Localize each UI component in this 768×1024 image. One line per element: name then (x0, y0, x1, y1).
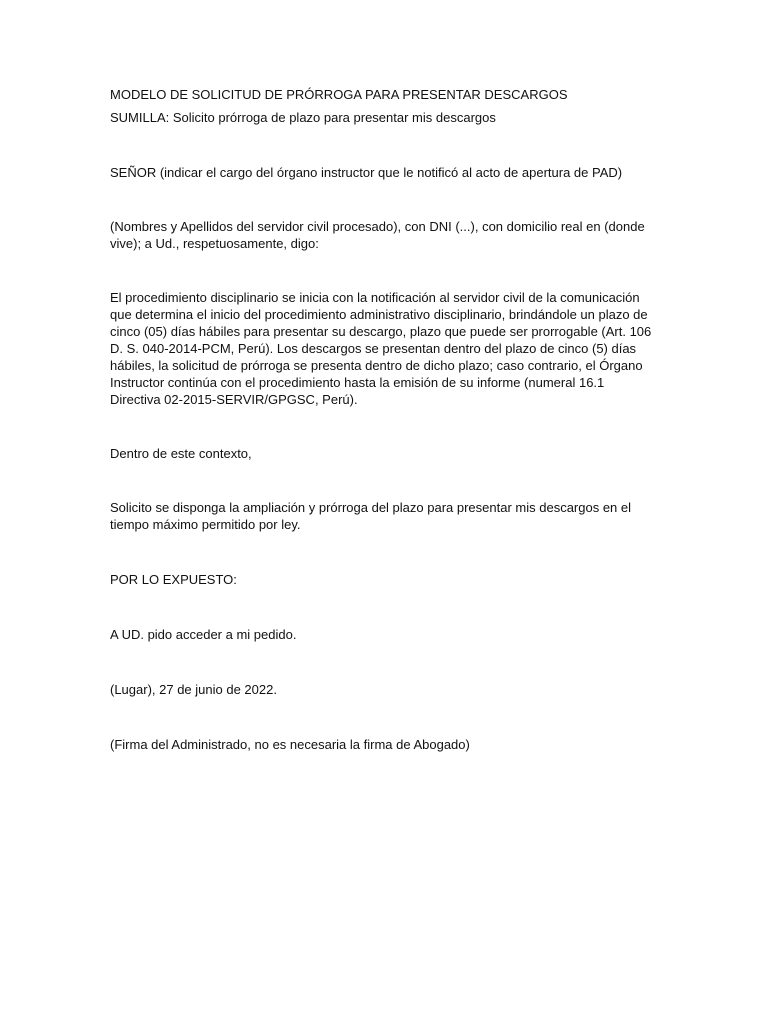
sumilla-line: SUMILLA: Solicito prórroga de plazo para presentar mis descargos (110, 110, 496, 125)
context-line: Dentro de este contexto, (110, 446, 252, 461)
addressee-line: SEÑOR (indicar el cargo del órgano instructor que le notificó al acto de apertura de PAD) (110, 165, 623, 180)
document-title: MODELO DE SOLICITUD DE PRÓRROGA PARA PRESENTAR DESCARGOS (110, 87, 568, 102)
legal-basis-paragraph: El procedimiento disciplinario se inicia con la notificación al servidor civil de la comunicación que determina el inicio del procedimiento administrativo disciplinario, brindándole un plazo de cinco (05) días hábiles para presentar su descargo, plazo que puede ser prorrogable (Art. 106 D. S. 040-2014-PCM, Perú). Los descargos se presentan dentro del plazo de cinco (5) días hábiles, la solicitud de prórroga se presenta dentro de dicho plazo; caso contrario, el Órgano Instructor continúa con el procedimiento hasta la emisión de su informe (numeral 16.1 Directiva 02-2015-SERVIR/GPGSC, Perú). (110, 290, 652, 407)
applicant-identification: (Nombres y Apellidos del servidor civil procesado), con DNI (...), con domicilio real en (donde vive); a Ud., respetuosamente, digo: (110, 219, 645, 251)
document-body (110, 86, 658, 753)
place-date-line: (Lugar), 27 de junio de 2022. (110, 682, 277, 697)
por-lo-expuesto-heading: POR LO EXPUESTO: (110, 572, 237, 587)
closing-request: A UD. pido acceder a mi pedido. (110, 627, 297, 642)
request-paragraph: Solicito se disponga la ampliación y prórroga del plazo para presentar mis descargos en el tiempo máximo permitido por ley. (110, 500, 632, 532)
signature-line: (Firma del Administrado, no es necesaria la firma de Abogado) (110, 737, 470, 752)
